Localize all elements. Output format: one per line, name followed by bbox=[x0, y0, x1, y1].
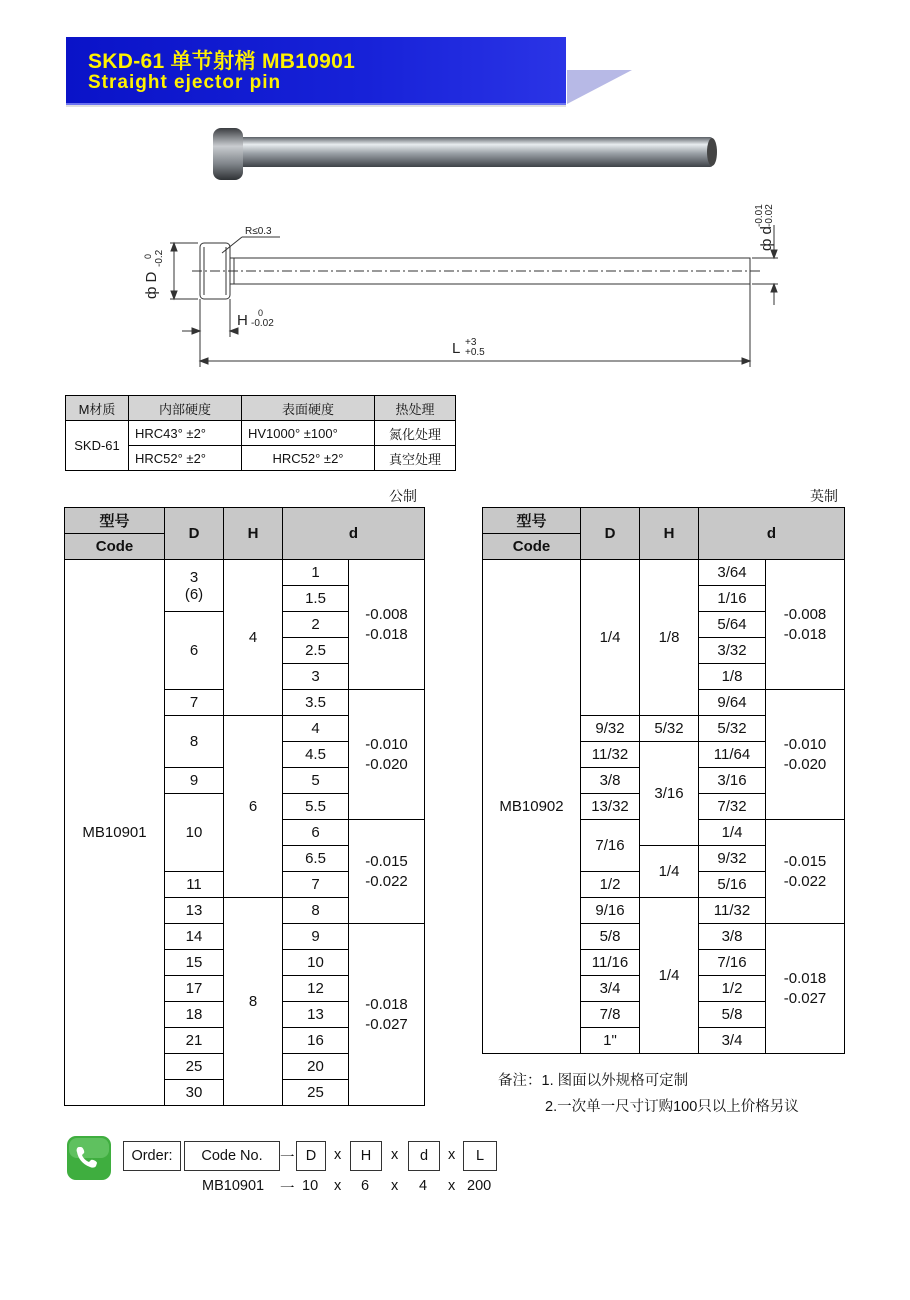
metric-head-code-cn: 型号 bbox=[65, 508, 165, 534]
metric-D-cell: 11 bbox=[165, 872, 224, 898]
D-label: ф D bbox=[143, 271, 160, 299]
title-banner bbox=[66, 37, 566, 107]
mat-treatment-2: 真空处理 bbox=[375, 446, 456, 471]
mat-grade: SKD-61 bbox=[66, 421, 129, 471]
metric-d-cell: 1 bbox=[283, 560, 349, 586]
order-label: Order: bbox=[123, 1141, 181, 1171]
D-tolerance-upper: 0 bbox=[143, 253, 153, 259]
metric-head-H: H bbox=[224, 508, 283, 560]
metric-tol-cell: -0.018 -0.027 bbox=[349, 924, 425, 1106]
inch-tol-cell: -0.018 -0.027 bbox=[766, 924, 845, 1054]
inch-tol-cell: -0.008 -0.018 bbox=[766, 560, 845, 690]
inch-D-cell: 11/16 bbox=[581, 950, 640, 976]
metric-head-d: d bbox=[283, 508, 425, 560]
metric-d-cell: 2 bbox=[283, 612, 349, 638]
mat-core-1: HRC43° ±2° bbox=[129, 421, 242, 446]
inch-d-cell: 5/8 bbox=[699, 1002, 766, 1028]
inch-D-cell: 3/4 bbox=[581, 976, 640, 1002]
metric-d-cell: 12 bbox=[283, 976, 349, 1002]
metric-head-code-en: Code bbox=[65, 534, 165, 560]
inch-D-cell: 11/32 bbox=[581, 742, 640, 768]
inch-D-cell: 1/2 bbox=[581, 872, 640, 898]
inch-d-cell: 1/8 bbox=[699, 664, 766, 690]
inch-D-cell: 3/8 bbox=[581, 768, 640, 794]
inch-H-cell: 1/4 bbox=[640, 846, 699, 898]
metric-d-cell: 9 bbox=[283, 924, 349, 950]
inch-d-cell: 1/16 bbox=[699, 586, 766, 612]
mat-header-surface-hardness: 表面硬度 bbox=[242, 396, 375, 421]
metric-d-cell: 4 bbox=[283, 716, 349, 742]
metric-D-cell: 17 bbox=[165, 976, 224, 1002]
metric-d-cell: 6.5 bbox=[283, 846, 349, 872]
order-H-box: H bbox=[350, 1141, 382, 1171]
d-tolerance-2: -0.02 bbox=[764, 204, 775, 227]
metric-D-cell: 14 bbox=[165, 924, 224, 950]
inch-D-cell: 9/32 bbox=[581, 716, 640, 742]
metric-d-cell: 1.5 bbox=[283, 586, 349, 612]
inch-D-cell: 9/16 bbox=[581, 898, 640, 924]
metric-tol-cell: -0.008 -0.018 bbox=[349, 560, 425, 690]
metric-D-cell: 15 bbox=[165, 950, 224, 976]
order-x-2: x bbox=[391, 1147, 399, 1163]
metric-d-cell: 5.5 bbox=[283, 794, 349, 820]
metric-H-cell: 6 bbox=[224, 716, 283, 898]
example-H: 6 bbox=[361, 1178, 370, 1194]
metric-H-cell: 8 bbox=[224, 898, 283, 1106]
example-d: 4 bbox=[419, 1178, 428, 1194]
inch-D-cell: 1" bbox=[581, 1028, 640, 1054]
order-d-box: d bbox=[408, 1141, 440, 1171]
metric-code-cell: MB10901 bbox=[65, 560, 165, 1106]
note-line-1: 备注：1. 图面以外规格可定制 bbox=[498, 1073, 689, 1089]
metric-d-cell: 6 bbox=[283, 820, 349, 846]
inch-code-cell: MB10902 bbox=[483, 560, 581, 1054]
inch-H-cell: 1/4 bbox=[640, 898, 699, 1054]
inch-table bbox=[482, 507, 845, 1054]
mat-header-heat-treatment: 热处理 bbox=[375, 396, 456, 421]
material-table bbox=[65, 395, 456, 471]
inch-D-cell: 13/32 bbox=[581, 794, 640, 820]
pin-photo bbox=[205, 120, 725, 190]
inch-d-cell: 3/64 bbox=[699, 560, 766, 586]
inch-D-cell: 1/4 bbox=[581, 560, 640, 716]
inch-d-cell: 1/2 bbox=[699, 976, 766, 1002]
mat-surface-2: HRC52° ±2° bbox=[242, 446, 375, 471]
inch-d-cell: 9/64 bbox=[699, 690, 766, 716]
title-english: Straight ejector pin bbox=[88, 72, 282, 93]
mat-header-material: M材质 bbox=[66, 396, 129, 421]
metric-d-cell: 7 bbox=[283, 872, 349, 898]
metric-D-cell: 3 (6) bbox=[165, 560, 224, 612]
radius-label: R≤0.3 bbox=[245, 226, 272, 237]
inch-caption: 英制 bbox=[810, 488, 838, 504]
inch-d-cell: 11/64 bbox=[699, 742, 766, 768]
inch-d-cell: 3/4 bbox=[699, 1028, 766, 1054]
order-x-1: x bbox=[334, 1147, 342, 1163]
mat-surface-1: HV1000° ±100° bbox=[242, 421, 375, 446]
metric-d-cell: 4.5 bbox=[283, 742, 349, 768]
inch-head-code-en: Code bbox=[483, 534, 581, 560]
order-dash: 一 bbox=[280, 1150, 295, 1166]
metric-d-cell: 16 bbox=[283, 1028, 349, 1054]
mat-core-2: HRC52° ±2° bbox=[129, 446, 242, 471]
inch-d-cell: 5/16 bbox=[699, 872, 766, 898]
metric-d-cell: 3.5 bbox=[283, 690, 349, 716]
inch-H-cell: 5/32 bbox=[640, 716, 699, 742]
H-tolerance-upper: 0 bbox=[258, 308, 264, 318]
metric-d-cell: 10 bbox=[283, 950, 349, 976]
metric-d-cell: 20 bbox=[283, 1054, 349, 1080]
metric-H-cell: 4 bbox=[224, 560, 283, 716]
inch-head-code-cn: 型号 bbox=[483, 508, 581, 534]
metric-D-cell: 25 bbox=[165, 1054, 224, 1080]
metric-D-cell: 30 bbox=[165, 1080, 224, 1106]
inch-head-H: H bbox=[640, 508, 699, 560]
inch-tol-cell: -0.010 -0.020 bbox=[766, 690, 845, 820]
H-label: H bbox=[237, 312, 248, 329]
note-line-2: 2.一次单一尺寸订购100只以上价格另议 bbox=[545, 1099, 799, 1115]
L-tolerance-plus2: +0.5 bbox=[465, 347, 485, 358]
H-tolerance: -0.02 bbox=[251, 318, 274, 329]
dimension-drawing bbox=[130, 195, 790, 375]
metric-d-cell: 3 bbox=[283, 664, 349, 690]
metric-D-cell: 7 bbox=[165, 690, 224, 716]
mat-treatment-1: 氮化处理 bbox=[375, 421, 456, 446]
mat-header-core-hardness: 内部硬度 bbox=[129, 396, 242, 421]
inch-d-cell: 5/64 bbox=[699, 612, 766, 638]
metric-d-cell: 2.5 bbox=[283, 638, 349, 664]
inch-d-cell: 11/32 bbox=[699, 898, 766, 924]
metric-D-cell: 10 bbox=[165, 794, 224, 872]
example-L: 200 bbox=[467, 1178, 492, 1194]
inch-head-D: D bbox=[581, 508, 640, 560]
inch-d-cell: 9/32 bbox=[699, 846, 766, 872]
inch-d-cell: 3/16 bbox=[699, 768, 766, 794]
metric-body bbox=[65, 560, 425, 1106]
inch-body bbox=[483, 560, 845, 1054]
inch-d-cell: 7/32 bbox=[699, 794, 766, 820]
metric-tol-cell: -0.010 -0.020 bbox=[349, 690, 425, 820]
inch-D-cell: 5/8 bbox=[581, 924, 640, 950]
metric-D-cell: 6 bbox=[165, 612, 224, 690]
metric-D-cell: 21 bbox=[165, 1028, 224, 1054]
order-D-box: D bbox=[296, 1141, 326, 1171]
metric-d-cell: 5 bbox=[283, 768, 349, 794]
metric-d-cell: 13 bbox=[283, 1002, 349, 1028]
inch-d-cell: 7/16 bbox=[699, 950, 766, 976]
metric-D-cell: 9 bbox=[165, 768, 224, 794]
example-D: 10 bbox=[302, 1178, 319, 1194]
inch-H-cell: 3/16 bbox=[640, 742, 699, 846]
d-label: ф d bbox=[758, 226, 775, 251]
title-chinese: SKD-61 单节射梢 MB10901 bbox=[88, 50, 356, 73]
inch-row bbox=[483, 560, 845, 586]
inch-head-d: d bbox=[699, 508, 845, 560]
d-tolerance-1: -0.01 bbox=[754, 204, 765, 227]
example-dash: 一 bbox=[280, 1181, 295, 1197]
order-code-box: Code No. bbox=[184, 1141, 280, 1171]
metric-head-D: D bbox=[165, 508, 224, 560]
L-label: L bbox=[452, 340, 461, 357]
inch-H-cell: 1/8 bbox=[640, 560, 699, 716]
order-x-3: x bbox=[448, 1147, 456, 1163]
inch-tol-cell: -0.015 -0.022 bbox=[766, 820, 845, 924]
banner-triangle-decoration bbox=[567, 70, 632, 106]
example-x-1: x bbox=[334, 1178, 342, 1194]
metric-D-cell: 13 bbox=[165, 898, 224, 924]
metric-d-cell: 8 bbox=[283, 898, 349, 924]
metric-D-cell: 8 bbox=[165, 716, 224, 768]
example-x-3: x bbox=[448, 1178, 456, 1194]
phone-icon bbox=[67, 1136, 111, 1180]
inch-D-cell: 7/8 bbox=[581, 1002, 640, 1028]
metric-d-cell: 25 bbox=[283, 1080, 349, 1106]
inch-d-cell: 5/32 bbox=[699, 716, 766, 742]
order-L-box: L bbox=[463, 1141, 497, 1171]
inch-d-cell: 3/8 bbox=[699, 924, 766, 950]
metric-caption: 公制 bbox=[389, 488, 417, 504]
D-tolerance: -0.2 bbox=[154, 249, 165, 267]
metric-D-cell: 18 bbox=[165, 1002, 224, 1028]
metric-row bbox=[65, 560, 425, 586]
inch-d-cell: 1/4 bbox=[699, 820, 766, 846]
inch-d-cell: 3/32 bbox=[699, 638, 766, 664]
metric-table bbox=[64, 507, 425, 1106]
L-tolerance-plus: +3 bbox=[465, 337, 477, 348]
inch-D-cell: 7/16 bbox=[581, 820, 640, 872]
example-x-2: x bbox=[391, 1178, 399, 1194]
example-code: MB10901 bbox=[202, 1178, 265, 1194]
metric-tol-cell: -0.015 -0.022 bbox=[349, 820, 425, 924]
